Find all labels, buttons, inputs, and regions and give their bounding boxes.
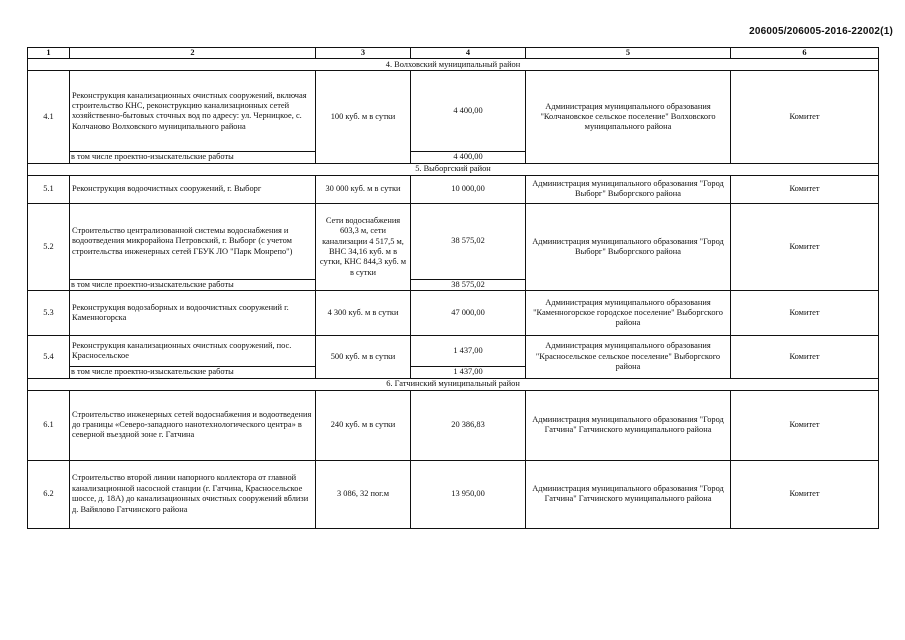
row-number: 5.3 — [28, 291, 70, 336]
subrow-description: в том числе проектно-изыскательские работы — [70, 279, 316, 290]
section-title-row — [28, 59, 879, 71]
column-header: 5 — [526, 48, 731, 59]
cost: 38 575,02 — [411, 203, 526, 279]
owner: Администрация муниципального образования "Город Выборг" Выборгского района — [526, 175, 731, 203]
section-title-row — [28, 378, 879, 390]
owner: Администрация муниципального образования "Город Гатчина" Гатчинского муниципального района — [526, 460, 731, 528]
object-description: Строительство инженерных сетей водоснабжения и водоотведения до границы «Северо-западного нанотехнологического центра» в северной въездной зоне г. Гатчина — [70, 390, 316, 460]
table-row — [28, 460, 879, 528]
table-row — [28, 203, 879, 279]
column-header: 6 — [731, 48, 879, 59]
owner: Администрация муниципального образования "Красносельское сельское поселение" Выборгского района — [526, 336, 731, 378]
capacity: 4 300 куб. м в сутки — [316, 291, 411, 336]
capacity: 240 куб. м в сутки — [316, 390, 411, 460]
executor: Комитет — [731, 291, 879, 336]
owner: Администрация муниципального образования "Город Выборг" Выборгского района — [526, 203, 731, 290]
capacity: 3 086, 32 пог.м — [316, 460, 411, 528]
document-id: 206005/206005-2016-22002(1) — [749, 26, 893, 37]
table-row — [28, 71, 879, 152]
capacity: 500 куб. м в сутки — [316, 336, 411, 378]
executor: Комитет — [731, 71, 879, 163]
object-description: Реконструкция канализационных очистных сооружений, включая строительство КНС, реконструкцию канализационных сетей хозяйственно-бытовых сточных вод по адресу: ул. Черницкое, с. Колчаново Волховского муниципального района — [70, 71, 316, 152]
cost: 13 950,00 — [411, 460, 526, 528]
column-header: 3 — [316, 48, 411, 59]
owner: Администрация муниципального образования "Каменногорское городское поселение" Выборгского района — [526, 291, 731, 336]
owner: Администрация муниципального образования "Город Гатчина" Гатчинского муниципального района — [526, 390, 731, 460]
section-title-row — [28, 163, 879, 175]
row-number: 4.1 — [28, 71, 70, 163]
column-header: 2 — [70, 48, 316, 59]
row-number: 6.1 — [28, 390, 70, 460]
cost: 20 386,83 — [411, 390, 526, 460]
column-header: 4 — [411, 48, 526, 59]
object-description: Строительство второй линии напорного коллектора от главной канализационной насосной станции (г. Гатчина, Красносельское шоссе, д. 18А) до канализационных очистных сооружений вблизи д. Вайялово Гатчинского района — [70, 460, 316, 528]
table-row — [28, 291, 879, 336]
object-description: Реконструкция водоочистных сооружений, г. Выборг — [70, 175, 316, 203]
cost: 1 437,00 — [411, 336, 526, 367]
section-title: 5. Выборгский район — [28, 163, 879, 175]
subrow-cost: 38 575,02 — [411, 279, 526, 290]
subrow-description: в том числе проектно-изыскательские работы — [70, 367, 316, 378]
owner: Администрация муниципального образования "Колчановское сельское поселение" Волховского муниципального района — [526, 71, 731, 163]
investment-table — [27, 47, 879, 529]
subrow-cost: 4 400,00 — [411, 152, 526, 163]
column-header: 1 — [28, 48, 70, 59]
executor: Комитет — [731, 460, 879, 528]
section-title: 6. Гатчинский муниципальный район — [28, 378, 879, 390]
row-number: 6.2 — [28, 460, 70, 528]
table-row — [28, 336, 879, 367]
row-number: 5.2 — [28, 203, 70, 290]
capacity: 100 куб. м в сутки — [316, 71, 411, 163]
executor: Комитет — [731, 336, 879, 378]
executor: Комитет — [731, 203, 879, 290]
executor: Комитет — [731, 390, 879, 460]
table-row — [28, 390, 879, 460]
executor: Комитет — [731, 175, 879, 203]
capacity: 30 000 куб. м в сутки — [316, 175, 411, 203]
row-number: 5.4 — [28, 336, 70, 378]
row-number: 5.1 — [28, 175, 70, 203]
cost: 10 000,00 — [411, 175, 526, 203]
subrow-description: в том числе проектно-изыскательские работы — [70, 152, 316, 163]
column-header-row — [28, 48, 879, 59]
cost: 4 400,00 — [411, 71, 526, 152]
capacity: Сети водоснабжения 603,3 м, сети канализации 4 517,5 м, ВНС 34,16 куб. м в сутки, КНС 844,3 куб. м в сутки — [316, 203, 411, 290]
object-description: Строительство централизованной системы водоснабжения и водоотведения микрорайона Петровский, г. Выборг (с учетом строительства инженерных сетей ГБУК ЛО "Парк Монрепо") — [70, 203, 316, 279]
section-title: 4. Волховский муниципальный район — [28, 59, 879, 71]
cost: 47 000,00 — [411, 291, 526, 336]
table-row — [28, 175, 879, 203]
object-description: Реконструкция водозаборных и водоочистных сооружений г. Каменногорска — [70, 291, 316, 336]
subrow-cost: 1 437,00 — [411, 367, 526, 378]
object-description: Реконструкция канализационных очистных сооружений, пос. Красносельское — [70, 336, 316, 367]
